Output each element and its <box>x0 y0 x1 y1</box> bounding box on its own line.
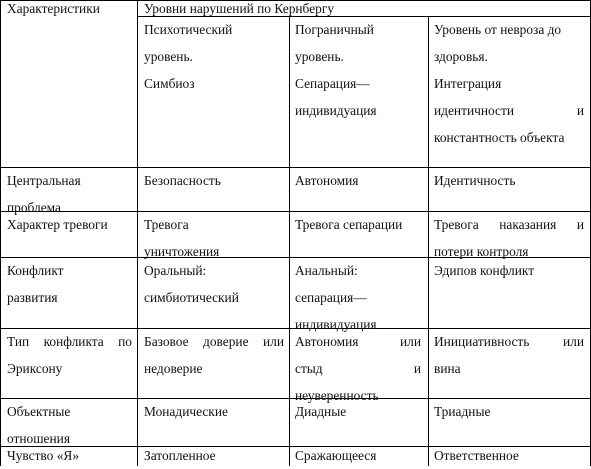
table-cell: Триадные <box>434 404 491 419</box>
header-characteristics: Характеристики <box>7 1 100 16</box>
row-label-central-problem: Центральная проблема <box>7 173 81 215</box>
table-cell: Безопасность <box>144 173 221 188</box>
header-borderline-level: Пограничный уровень. Сепарация— индивидуация <box>295 22 377 118</box>
table-cell: Тревога уничтожения <box>144 217 220 259</box>
table-cell: Автономия или стыд и неуверенность <box>295 334 421 403</box>
table-cell: Автономия <box>295 173 359 188</box>
table-cell: Тревога наказания и потери контроля <box>434 217 584 259</box>
table-cell: Анальный: сепарация— индивидуация <box>295 263 377 332</box>
table-cell: Ответственное <box>434 448 519 463</box>
header-psychotic-level: Психотический уровень. Симбиоз <box>144 22 233 91</box>
header-neurotic-level: Уровень от невроза до здоровья. Интеграция идентичности и константность объекта <box>434 22 584 145</box>
row-label-anxiety-type: Характер тревоги <box>7 217 108 232</box>
table-column-divider <box>137 0 138 466</box>
table-cell: Эдипов конфликт <box>434 263 535 278</box>
table-cell: Инициативность или вина <box>434 334 584 376</box>
row-label-erikson-conflict: Тип конфликта по Эриксону <box>7 334 132 376</box>
table-cell: Монадические <box>144 404 228 419</box>
table-cell: Оральный: симбиотический <box>144 263 239 305</box>
table-border-left <box>0 0 1 466</box>
table-cell: Диадные <box>295 404 347 419</box>
table-cell: Затопленное <box>144 448 216 463</box>
table-cell: Тревога сепарации <box>295 217 403 232</box>
header-kernberg-levels: Уровни нарушений по Кернбергу <box>144 1 335 16</box>
table-cell: Сражающееся <box>295 448 377 463</box>
table-cell: Идентичность <box>434 173 516 188</box>
table-cell: Базовое доверие или недоверие <box>144 334 284 376</box>
row-label-developmental-conflict: Конфликт развития <box>7 263 64 305</box>
row-label-sense-of-self: Чувство «Я» <box>7 448 80 463</box>
row-label-object-relations: Объектные отношения <box>7 404 71 446</box>
